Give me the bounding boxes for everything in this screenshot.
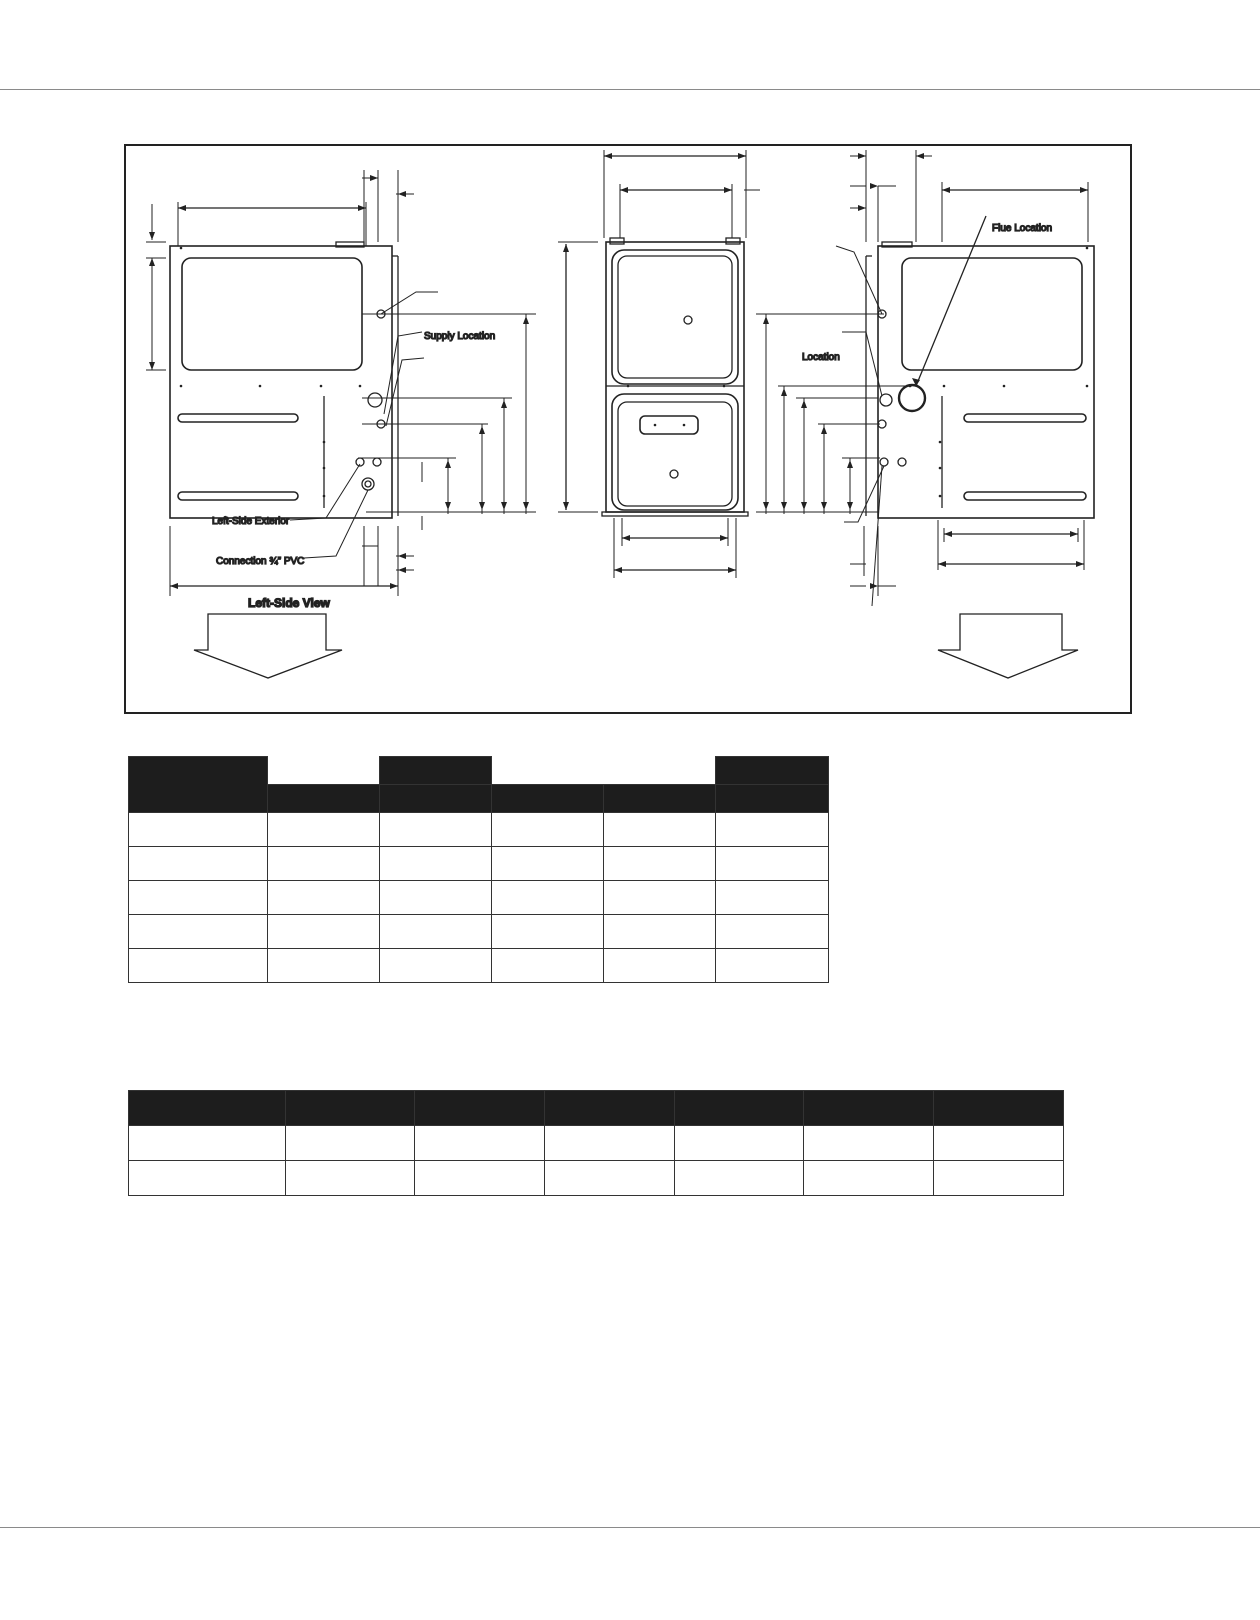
location-label: Location (802, 352, 840, 363)
flue-location-label: Flue Location (992, 223, 1053, 234)
left-side-view-drawing (146, 170, 536, 678)
table-row (129, 949, 829, 983)
table-header-cell (380, 785, 492, 813)
table-header-cell (716, 757, 829, 785)
table-row (129, 813, 829, 847)
table-header-cell (492, 785, 604, 813)
dimension-table-2 (128, 1090, 1064, 1196)
table-row (129, 1161, 1064, 1196)
table-row (129, 915, 829, 949)
dimension-table-1 (128, 756, 829, 983)
table-header-row (129, 757, 829, 785)
table-header-cell (380, 757, 492, 785)
bottom-rule (0, 1527, 1260, 1528)
left-side-exterior-label: Left-Side Exterior (212, 516, 290, 527)
table-header-row (129, 1091, 1064, 1126)
furnace-dimension-diagram (124, 144, 1132, 714)
top-rule (0, 89, 1260, 90)
table-row (129, 1126, 1064, 1161)
table-header-cell (716, 785, 829, 813)
left-side-view-label: Left-Side View (248, 596, 330, 610)
table-row (129, 881, 829, 915)
supply-location-label: Supply Location (424, 331, 496, 342)
connection-pvc-label: Connection ¾” PVC (216, 556, 305, 567)
table-header-cell (129, 757, 268, 813)
front-view-drawing (558, 150, 760, 578)
table-header-cell (604, 785, 716, 813)
table-row (129, 847, 829, 881)
table-header-cell (268, 785, 380, 813)
